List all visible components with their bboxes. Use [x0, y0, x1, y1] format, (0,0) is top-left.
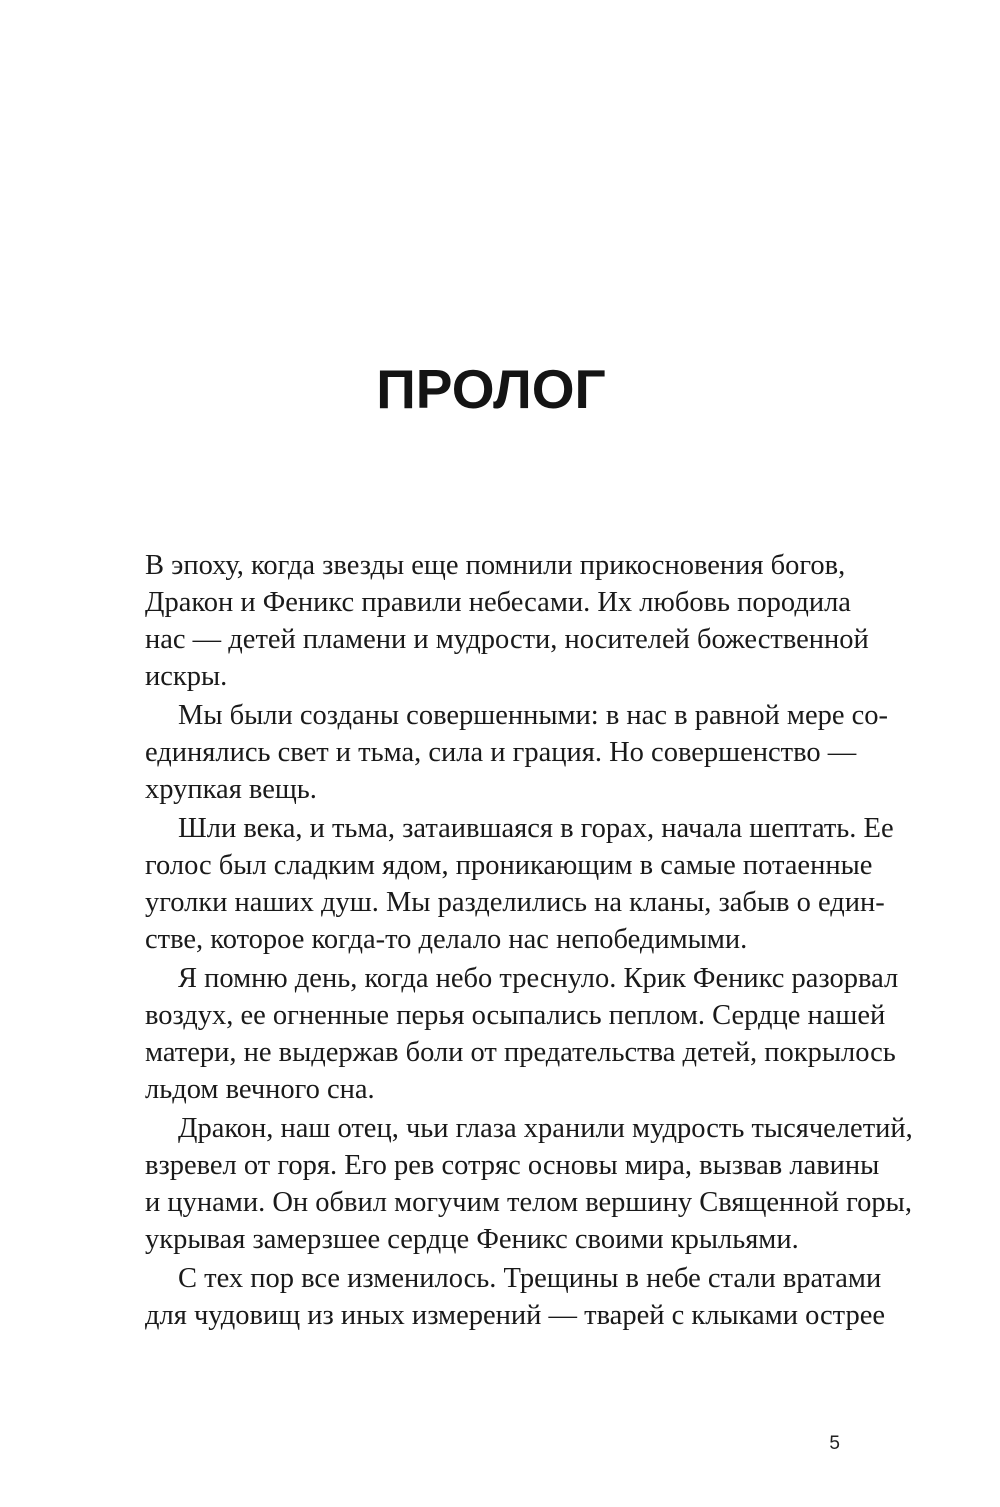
paragraph — [145, 1260, 886, 1334]
paragraph — [145, 960, 899, 1108]
text-line: нас — детей пламени и мудрости, носителей божественной — [145, 624, 869, 655]
text-line: Мы были созданы совершенными: в нас в равной мере со- — [178, 700, 889, 731]
text-line: укрывая замерзшее сердце Феникс своими крыльями. — [145, 1224, 799, 1255]
text-line: уголки наших душ. Мы разделились на кланы, забыв о един- — [145, 887, 885, 918]
text-line: С тех пор все изменилось. Трещины в небе стали вратами — [178, 1263, 882, 1294]
text-line: В эпоху, когда звезды еще помнили прикосновения богов, — [145, 550, 846, 581]
text-line: стве, которое когда-то делало нас непобедимыми. — [145, 924, 748, 955]
paragraph — [145, 1110, 913, 1258]
text-line: воздух, ее огненные перья осыпались пеплом. Сердце нашей — [145, 1000, 886, 1031]
paragraph — [145, 547, 869, 695]
page-number: 5 — [829, 1433, 840, 1454]
text-line: взревел от горя. Его рев сотряс основы мира, вызвав лавины — [145, 1150, 880, 1181]
paragraph — [145, 697, 889, 808]
text-line: Я помню день, когда небо треснуло. Крик Феникс разорвал — [178, 963, 899, 994]
text-line: Шли века, и тьма, затаившаяся в горах, начала шептать. Ее — [178, 813, 894, 844]
text-line: и цунами. Он обвил могучим телом вершину Священной горы, — [145, 1187, 912, 1218]
text-line: Дракон и Феникс правили небесами. Их любовь породила — [145, 587, 851, 618]
text-line: хрупкая вещь. — [145, 774, 317, 805]
text-line: единялись свет и тьма, сила и грация. Но совершенство — — [145, 737, 857, 768]
body-text — [145, 547, 913, 1334]
text-line: матери, не выдержав боли от предательства детей, покрылось — [145, 1037, 896, 1068]
text-line: Дракон, наш отец, чьи глаза хранили мудрость тысячелетий, — [178, 1113, 913, 1144]
paragraph — [145, 810, 894, 958]
text-line: искры. — [145, 661, 228, 692]
text-line: для чудовищ из иных измерений — тварей с клыками острее — [145, 1300, 886, 1331]
chapter-title: ПРОЛОГ — [376, 358, 606, 420]
text-line: льдом вечного сна. — [145, 1074, 375, 1105]
text-line: голос был сладким ядом, проникающим в самые потаенные — [145, 850, 873, 881]
